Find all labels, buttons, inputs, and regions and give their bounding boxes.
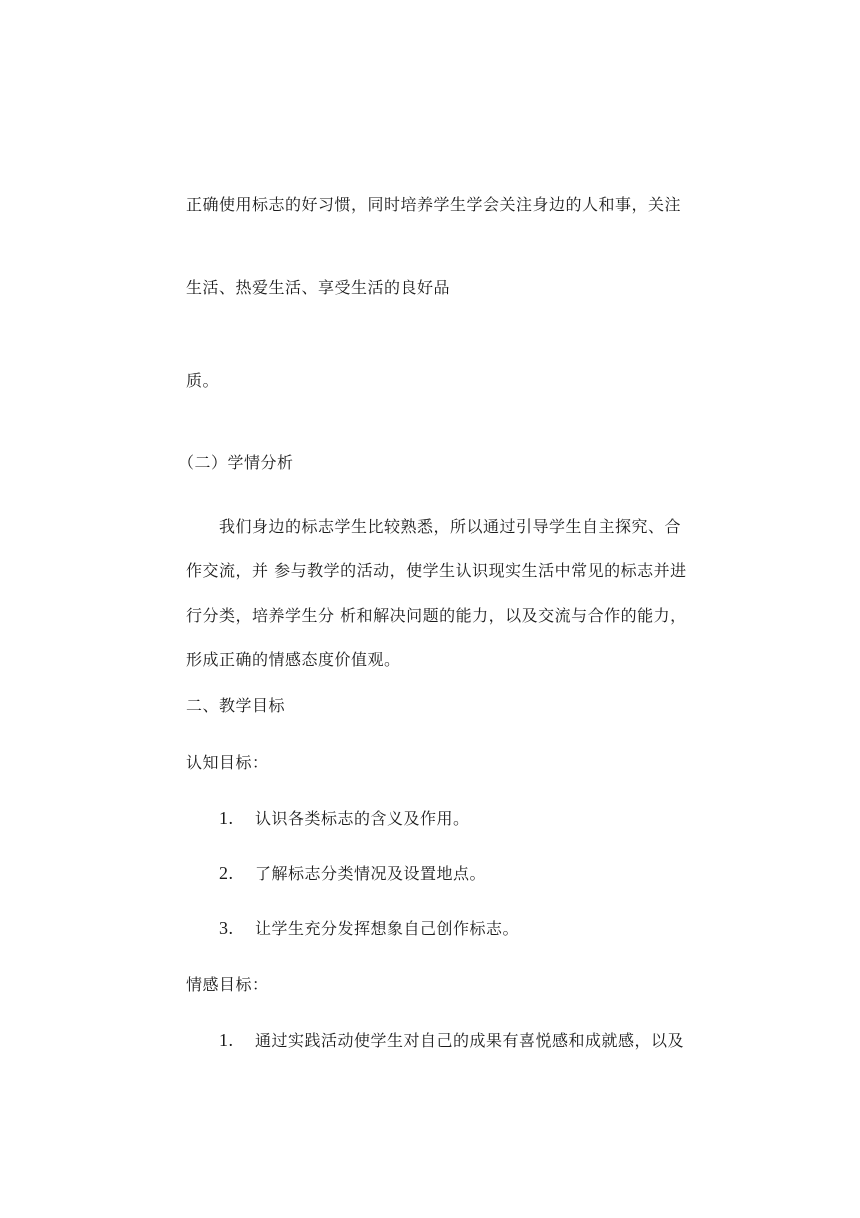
paragraph-line: 形成正确的情感态度价值观。 (186, 650, 401, 669)
list-item-number: 3. (219, 918, 234, 938)
list-item-text: 通过实践活动使学生对自己的成果有喜悦感和成就感，以及 (255, 1031, 685, 1050)
paragraph-line: 作交流，并 参与教学的活动，使学生认识现实生活中常见的标志并进 (186, 561, 687, 580)
cognitive-goals-label: 认知目标： (186, 753, 269, 772)
list-item (219, 1030, 684, 1051)
section-heading-student-analysis: （二）学情分析 (178, 453, 294, 472)
paragraph-line: 质。 (186, 371, 220, 390)
list-item-number: 2. (219, 863, 234, 883)
paragraph-line: 我们身边的标志学生比较熟悉，所以通过引导学生自主探究、合 (219, 517, 682, 536)
list-item (219, 808, 470, 829)
paragraph-line: 生活、热爱生活、享受生活的良好品 (186, 278, 451, 297)
list-item-number: 1. (219, 1030, 234, 1050)
list-item-number: 1. (219, 808, 234, 828)
list-item-text: 认识各类标志的含义及作用。 (255, 809, 470, 828)
list-item-text: 让学生充分发挥想象自己创作标志。 (255, 919, 520, 938)
list-item (219, 918, 519, 939)
emotional-goals-label: 情感目标： (186, 975, 269, 994)
paragraph-line: 行分类，培养学生分 析和解决问题的能力，以及交流与合作的能力， (186, 606, 687, 625)
section-heading-teaching-goals: 二、教学目标 (186, 696, 286, 715)
list-item (219, 863, 486, 884)
paragraph-line: 正确使用标志的好习惯，同时培养学生学会关注身边的人和事，关注 (186, 195, 682, 214)
list-item-text: 了解标志分类情况及设置地点。 (255, 864, 487, 883)
